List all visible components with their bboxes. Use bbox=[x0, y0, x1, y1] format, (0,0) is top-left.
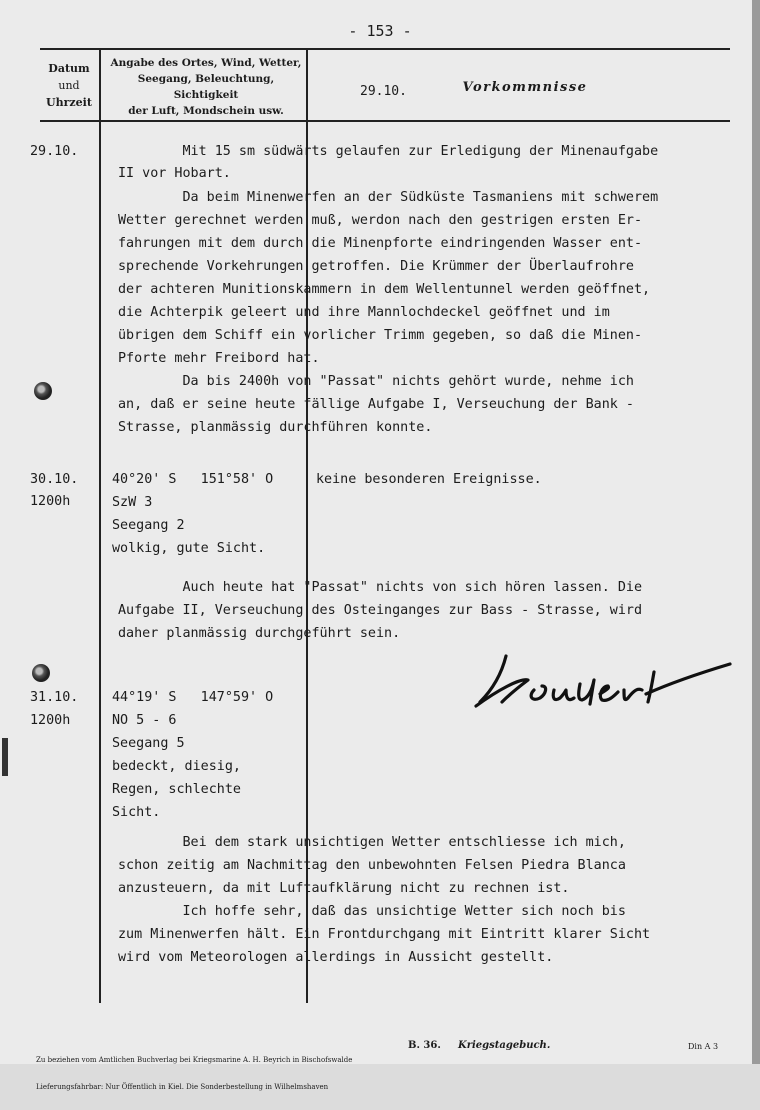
footer-publisher-line1: Zu beziehen vom Amtlichen Buchverlag bei Kriegsmarine A. H. Beyrich in Bischofswalde bbox=[36, 1056, 353, 1064]
entry3-date: 31.10. bbox=[30, 690, 79, 705]
entry1-line: an, daß er seine heute fällige Aufgabe I, Verseuchung der Bank - bbox=[118, 397, 634, 412]
entry1-line: Da bis 2400h von "Passat" nichts gehört wurde, nehme ich bbox=[118, 374, 634, 389]
entry2-sea: Seegang 2 bbox=[112, 518, 185, 533]
entry2-line: Auch heute hat "Passat" nichts von sich hören lassen. Die bbox=[118, 580, 643, 595]
entry3-weather-1: bedeckt, diesig, bbox=[112, 759, 241, 774]
entry1-line: Strasse, planmässig durchführen konnte. bbox=[118, 420, 433, 435]
entry3-line: anzusteuern, da mit Luftaufklärung nicht zu rechnen ist. bbox=[118, 881, 570, 896]
entry3-line: zum Minenwerfen hält. Ein Frontdurchgang mit Eintritt klarer Sicht bbox=[118, 927, 651, 942]
entry3-time: 1200h bbox=[30, 713, 71, 728]
header-location-line2: Seegang, Beleuchtung, Sichtigkeit bbox=[137, 73, 275, 101]
entry1-line: der achteren Munitionskammern in dem Wellentunnel werden geöffnet, bbox=[118, 282, 651, 297]
page-edge-shadow bbox=[752, 0, 760, 1064]
header-date-line1: Datum bbox=[48, 62, 90, 75]
footer-publisher-line2: Lieferungsfahrbar: Nur Öffentlich in Kiel. Die Sonderbestellung in Wilhelmshaven bbox=[36, 1083, 329, 1091]
entry2-position: 40°20' S 151°58' O bbox=[112, 472, 274, 487]
entry3-line: wird vom Meteorologen allerdings in Aussicht gestellt. bbox=[118, 950, 554, 965]
header-bottom-rule bbox=[40, 120, 730, 122]
punch-hole-lower bbox=[32, 664, 50, 682]
header-location-column bbox=[104, 55, 308, 119]
entry2-line: daher planmässig durchgeführt sein. bbox=[118, 626, 401, 641]
entry1-line: II vor Hobart. bbox=[118, 166, 231, 181]
entry1-line: Mit 15 sm südwärts gelaufen zur Erledigung der Minenaufgabe bbox=[118, 144, 659, 159]
entry2-time: 1200h bbox=[30, 494, 71, 509]
entry2-weather: wolkig, gute Sicht. bbox=[112, 541, 266, 556]
header-top-rule bbox=[40, 48, 730, 50]
header-date-column bbox=[40, 60, 98, 111]
header-location-line1: Angabe des Ortes, Wind, Wetter, bbox=[110, 57, 302, 69]
entry3-line: Ich hoffe sehr, daß das unsichtige Wetter sich noch bis bbox=[118, 904, 626, 919]
binder-mark bbox=[2, 738, 8, 776]
header-date-line2: und bbox=[58, 79, 80, 92]
header-location-line3: der Luft, Mondschein usw. bbox=[128, 105, 284, 117]
footer-paper-format: Din A 3 bbox=[688, 1042, 719, 1051]
entry2-line: Aufgabe II, Verseuchung des Osteinganges zur Bass - Strasse, wird bbox=[118, 603, 643, 618]
entry2-date: 30.10. bbox=[30, 472, 79, 487]
entry1-line: Da beim Minenwerfen an der Südküste Tasmaniens mit schwerem bbox=[118, 190, 659, 205]
punch-hole-upper bbox=[34, 382, 52, 400]
footer-form-code: B. 36. bbox=[408, 1040, 441, 1051]
page-number: - 153 - bbox=[348, 22, 412, 40]
column-divider-date bbox=[99, 48, 101, 1003]
handwritten-signature bbox=[468, 650, 733, 710]
entry3-weather-3: Sicht. bbox=[112, 805, 161, 820]
entry2-wind: SzW 3 bbox=[112, 495, 153, 510]
entry3-line: Bei dem stark unsichtigen Wetter entschliesse ich mich, bbox=[118, 835, 626, 850]
entry2-note: keine besonderen Ereignisse. bbox=[316, 472, 542, 487]
header-events-column: Vorkommnisse bbox=[462, 80, 588, 95]
entry3-wind: NO 5 - 6 bbox=[112, 713, 177, 728]
entry1-line: Pforte mehr Freibord hat. bbox=[118, 351, 320, 366]
footer-form-title: Kriegstagebuch. bbox=[458, 1040, 551, 1051]
entry1-line: sprechende Vorkehrungen getroffen. Die Krümmer der Überlaufrohre bbox=[118, 259, 634, 274]
entry1-line: übrigen dem Schiff ein vorlicher Trimm gegeben, so daß die Minen- bbox=[118, 328, 643, 343]
entry1-line: Wetter gerechnet werden muß, werdon nach den gestrigen ersten Er- bbox=[118, 213, 643, 228]
entry1-line: die Achterpik geleert und ihre Mannlochdeckel geöffnet und im bbox=[118, 305, 610, 320]
header-date-value: 29.10. bbox=[360, 84, 407, 99]
entry3-line: schon zeitig am Nachmittag den unbewohnten Felsen Piedra Blanca bbox=[118, 858, 626, 873]
entry3-weather-2: Regen, schlechte bbox=[112, 782, 241, 797]
header-date-line3: Uhrzeit bbox=[46, 96, 92, 109]
entry3-position: 44°19' S 147°59' O bbox=[112, 690, 274, 705]
footer-publisher bbox=[36, 1038, 352, 1110]
entry1-line: fahrungen mit dem durch die Minenpforte eindringenden Wasser ent- bbox=[118, 236, 643, 251]
entry1-date: 29.10. bbox=[30, 144, 79, 159]
entry3-sea: Seegang 5 bbox=[112, 736, 185, 751]
